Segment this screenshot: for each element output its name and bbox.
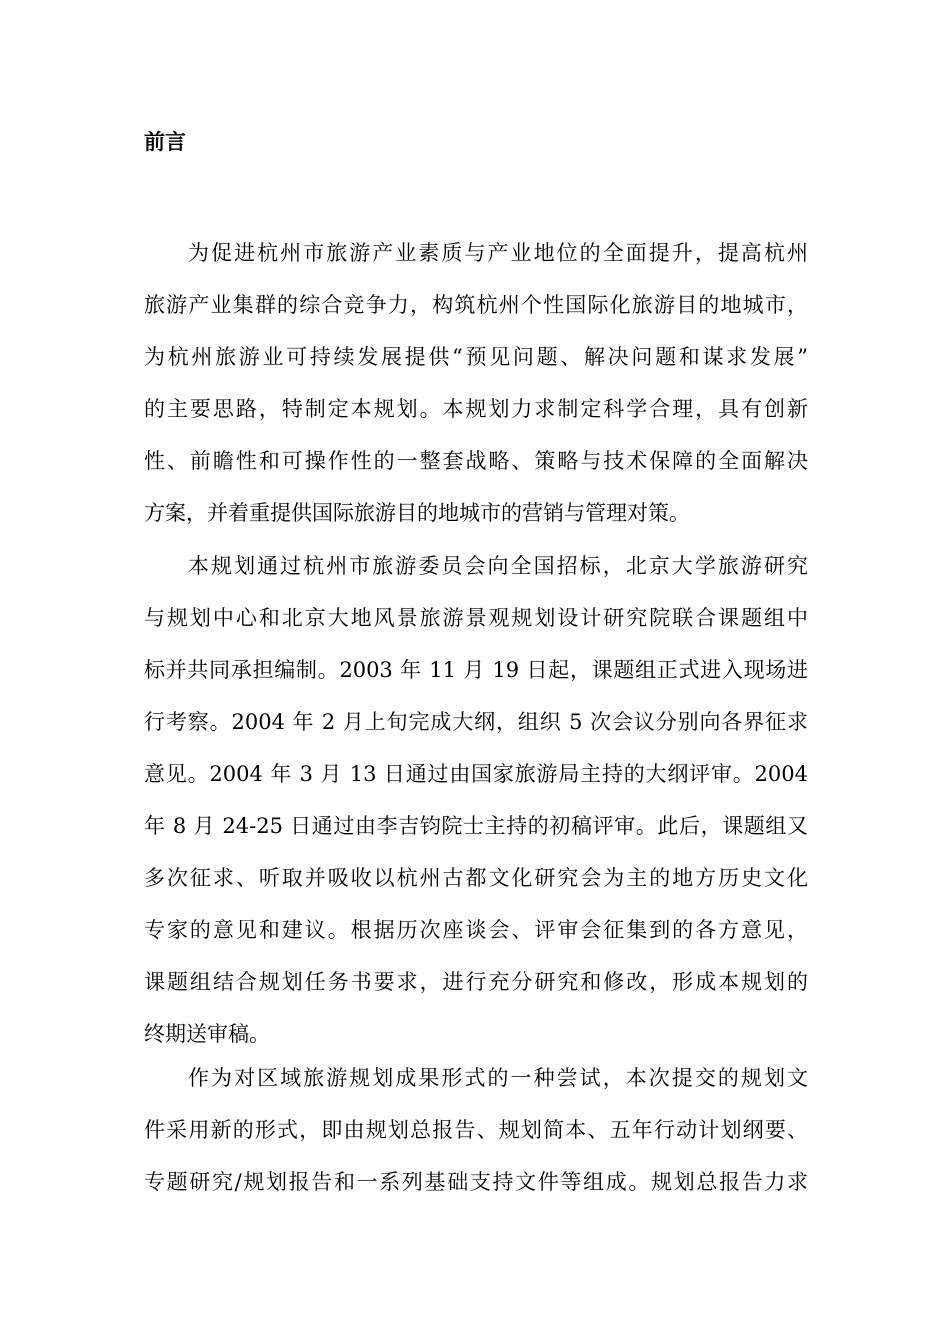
paragraph-line: 与规划中心和北京大地风景旅游景观规划设计研究院联合课题组中 (144, 606, 808, 630)
paragraph-line: 为杭州旅游业可持续发展提供“预见问题、解决问题和谋求发展” (144, 345, 808, 369)
paragraph-line: 旅游产业集群的综合竞争力，构筑杭州个性国际化旅游目的地城市， (144, 293, 808, 317)
paragraph-line: 行考察。2004 年 2 月上旬完成大纲，组织 5 次会议分别向各界征求 (144, 710, 808, 734)
paragraph-line: 意见。2004 年 3 月 13 日通过由国家旅游局主持的大纲评审。2004 (144, 762, 808, 786)
paragraph-1 (144, 227, 808, 539)
section-heading: 前言 (144, 130, 186, 154)
paragraph-line: 件采用新的形式，即由规划总报告、规划简本、五年行动计划纲要、 (144, 1118, 808, 1142)
paragraph-line: 标并共同承担编制。2003 年 11 月 19 日起，课题组正式进入现场进 (144, 658, 808, 682)
paragraph-line: 方案，并着重提供国际旅游目的地城市的营销与管理对策。 (144, 501, 690, 525)
paragraph-line: 多次征求、听取并吸收以杭州古都文化研究会为主的地方历史文化 (144, 866, 808, 890)
paragraph-line: 的主要思路，特制定本规划。本规划力求制定科学合理，具有创新 (144, 397, 808, 421)
paragraph-line: 本规划通过杭州市旅游委员会向全国招标，北京大学旅游研究 (188, 554, 808, 578)
paragraph-3 (144, 1052, 808, 1208)
paragraph-line: 专题研究/规划报告和一系列基础支持文件等组成。规划总报告力求 (144, 1170, 808, 1194)
paragraph-line: 课题组结合规划任务书要求，进行充分研究和修改，形成本规划的 (144, 970, 808, 994)
paragraph-line: 性、前瞻性和可操作性的一整套战略、策略与技术保障的全面解决 (144, 449, 808, 473)
paragraph-line: 年 8 月 24-25 日通过由李吉钧院士主持的初稿评审。此后，课题组又 (144, 814, 808, 838)
paragraph-line: 为促进杭州市旅游产业素质与产业地位的全面提升，提高杭州 (188, 241, 808, 265)
paragraph-line: 作为对区域旅游规划成果形式的一种尝试，本次提交的规划文 (188, 1066, 808, 1090)
paragraph-line: 专家的意见和建议。根据历次座谈会、评审会征集到的各方意见， (144, 918, 808, 942)
paragraph-line: 终期送审稿。 (144, 1022, 270, 1046)
paragraph-2 (144, 540, 808, 1060)
